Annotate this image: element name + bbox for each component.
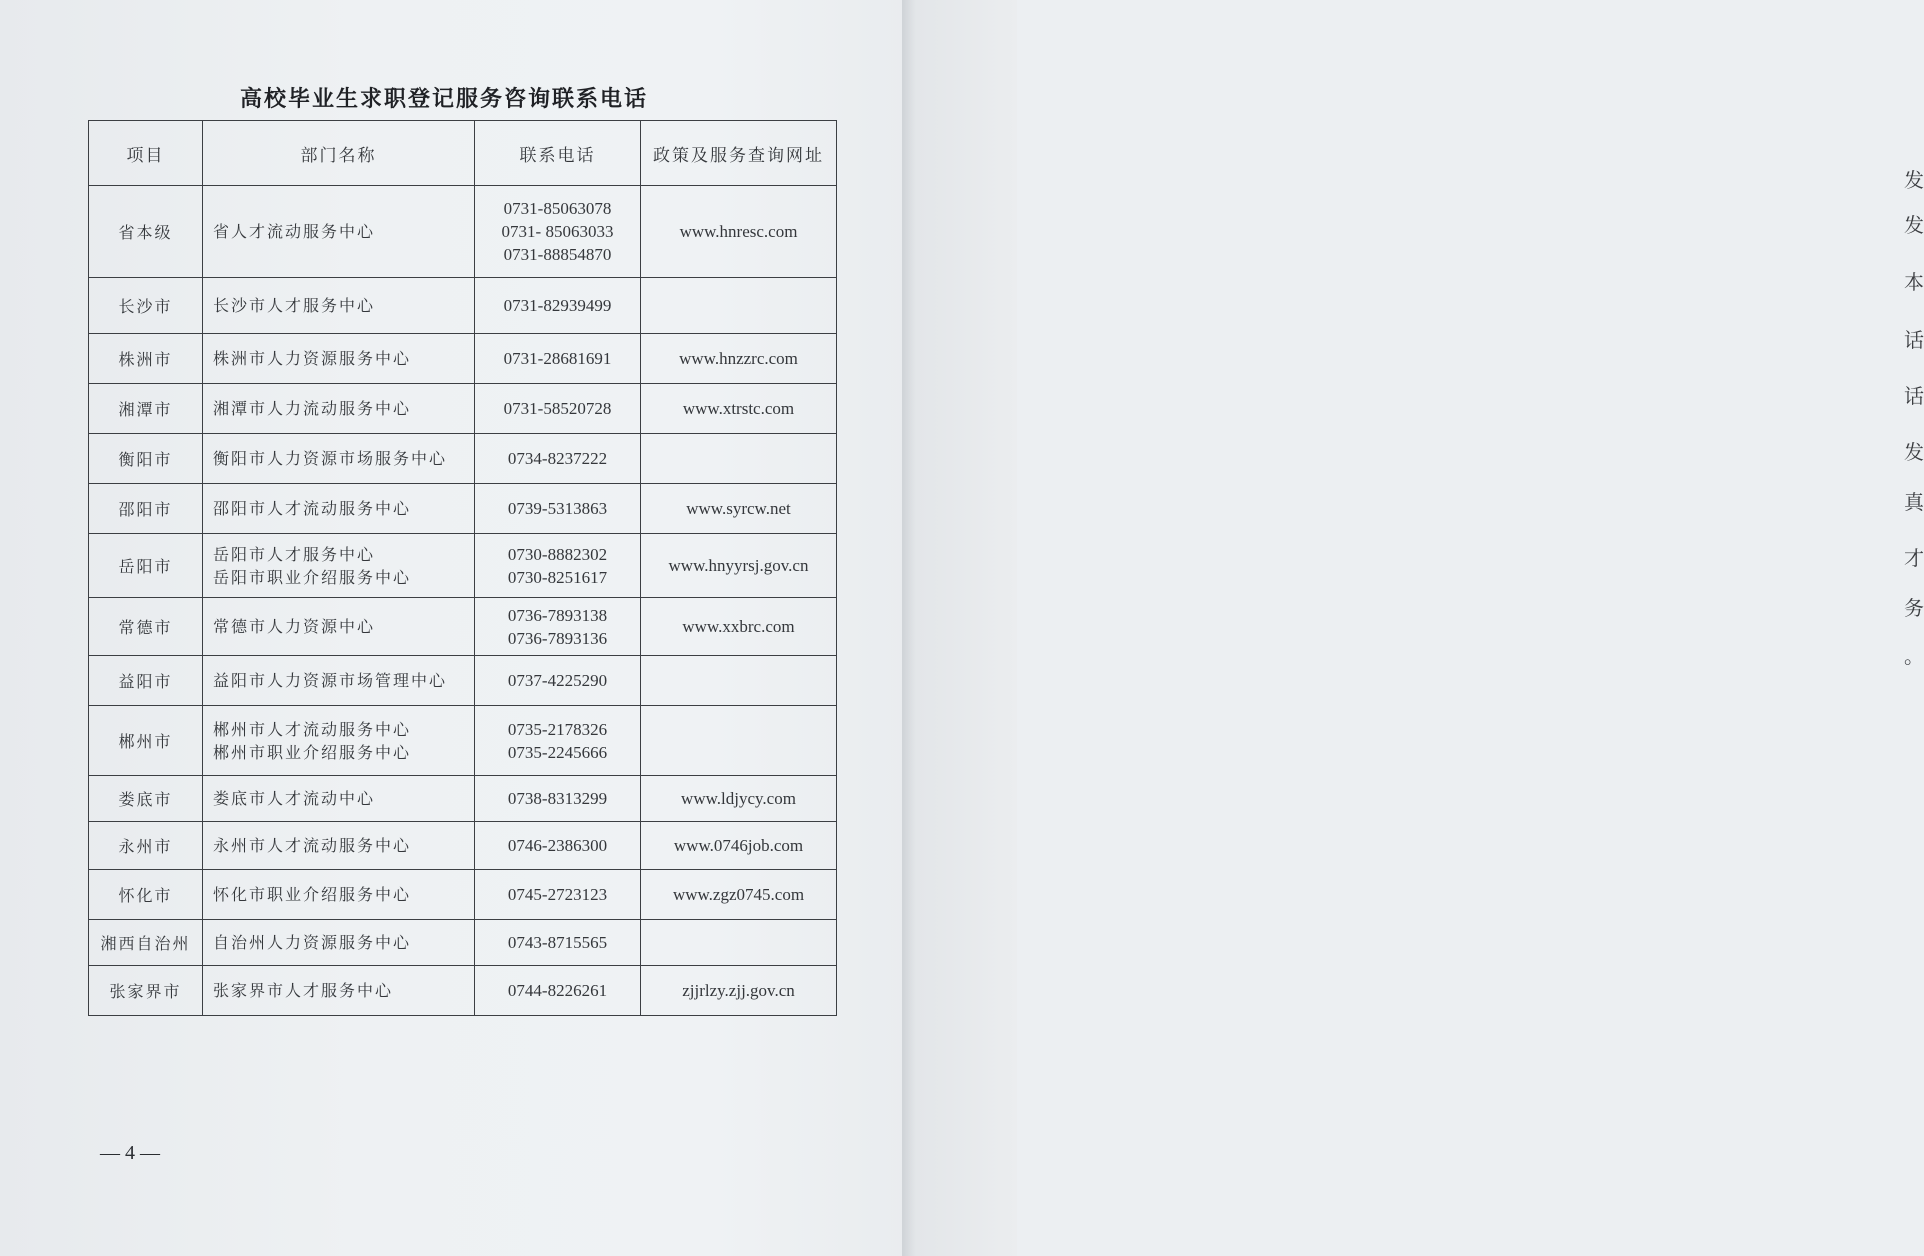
- cell-dept: [203, 484, 475, 534]
- cell-item: 益阳市: [89, 656, 203, 706]
- table-row: [89, 966, 837, 1016]
- cell-item: 永州市: [89, 822, 203, 870]
- table-header-row: [89, 121, 837, 186]
- header-phone: 联系电话: [475, 121, 641, 186]
- page-title: 高校毕业生求职登记服务咨询联系电话: [240, 86, 649, 112]
- cell-url: www.0746job.com: [641, 822, 837, 870]
- adjacent-glyph: 。: [1904, 644, 1924, 668]
- adjacent-glyph: 务: [1904, 596, 1924, 620]
- phone-number: 0731-88854870: [503, 245, 612, 264]
- contact-table: [88, 120, 837, 1016]
- table-row: [89, 920, 837, 966]
- cell-item: 湘潭市: [89, 384, 203, 434]
- cell-item: 怀化市: [89, 870, 203, 920]
- cell-item: 娄底市: [89, 776, 203, 822]
- adjacent-glyph: 才: [1904, 546, 1924, 570]
- cell-dept: [203, 776, 475, 822]
- dept-name: 长沙市人才服务中心: [213, 296, 376, 315]
- cell-item: 株洲市: [89, 334, 203, 384]
- cell-item: 长沙市: [89, 278, 203, 334]
- cell-item: 衡阳市: [89, 434, 203, 484]
- dept-name: 省人才流动服务中心: [213, 222, 376, 241]
- header-dept: 部门名称: [203, 121, 475, 186]
- cell-url: [641, 920, 837, 966]
- cell-dept: [203, 186, 475, 278]
- dept-name: 湘潭市人力流动服务中心: [213, 399, 412, 418]
- cell-url: [641, 656, 837, 706]
- cell-url: www.hnyyrsj.gov.cn: [641, 534, 837, 598]
- cell-phone: [475, 656, 641, 706]
- cell-phone: [475, 598, 641, 656]
- table-row: [89, 534, 837, 598]
- dept-name: 怀化市职业介绍服务中心: [213, 885, 412, 904]
- cell-url: [641, 706, 837, 776]
- adjacent-glyph: 本: [1904, 270, 1924, 294]
- phone-number: 0738-8313299: [507, 789, 608, 808]
- adjacent-glyph: 发: [1904, 213, 1924, 237]
- table-row: [89, 278, 837, 334]
- adjacent-glyph: 真: [1904, 490, 1924, 514]
- phone-number: 0734-8237222: [507, 449, 608, 468]
- phone-number: 0731- 85063033: [501, 222, 614, 241]
- table-row: [89, 706, 837, 776]
- table-row: [89, 186, 837, 278]
- phone-number: 0731-85063078: [503, 199, 612, 218]
- cell-phone: [475, 186, 641, 278]
- cell-dept: [203, 870, 475, 920]
- table-row: [89, 334, 837, 384]
- cell-item: 邵阳市: [89, 484, 203, 534]
- cell-phone: [475, 706, 641, 776]
- cell-phone: [475, 966, 641, 1016]
- dept-name: 常德市人力资源中心: [213, 617, 376, 636]
- cell-phone: [475, 776, 641, 822]
- dept-name: 益阳市人力资源市场管理中心: [213, 671, 448, 690]
- cell-phone: [475, 278, 641, 334]
- cell-phone: [475, 384, 641, 434]
- cell-dept: [203, 966, 475, 1016]
- table-row: [89, 484, 837, 534]
- cell-dept: [203, 598, 475, 656]
- cell-dept: [203, 656, 475, 706]
- phone-number: 0731-28681691: [503, 349, 612, 368]
- cell-dept: [203, 822, 475, 870]
- adjacent-glyph: 话: [1904, 384, 1924, 408]
- cell-dept: [203, 534, 475, 598]
- dept-name: 自治州人力资源服务中心: [213, 933, 412, 952]
- adjacent-glyph: 发: [1904, 440, 1924, 464]
- cell-dept: [203, 706, 475, 776]
- cell-phone: [475, 920, 641, 966]
- dept-name: 邵阳市人才流动服务中心: [213, 499, 412, 518]
- cell-dept: [203, 384, 475, 434]
- header-url: 政策及服务查询网址: [641, 121, 837, 186]
- cell-dept: [203, 278, 475, 334]
- page-number: — 4 —: [100, 1142, 160, 1164]
- header-item: 项目: [89, 121, 203, 186]
- cell-item: 湘西自治州: [89, 920, 203, 966]
- phone-number: 0735-2245666: [507, 742, 608, 762]
- phone-number: 0735-2178326: [507, 719, 608, 739]
- dept-name: 株洲市人力资源服务中心: [213, 349, 412, 368]
- dept-name: 衡阳市人力资源市场服务中心: [213, 449, 448, 468]
- cell-item: 张家界市: [89, 966, 203, 1016]
- cell-url: www.ldjycy.com: [641, 776, 837, 822]
- cell-phone: [475, 434, 641, 484]
- table-row: [89, 598, 837, 656]
- table-row: [89, 384, 837, 434]
- cell-item: 郴州市: [89, 706, 203, 776]
- dept-name: 永州市人才流动服务中心: [213, 836, 412, 855]
- phone-number: 0730-8882302: [507, 544, 608, 564]
- cell-phone: [475, 484, 641, 534]
- phone-number: 0739-5313863: [507, 499, 608, 518]
- cell-url: www.syrcw.net: [641, 484, 837, 534]
- phone-number: 0746-2386300: [507, 836, 608, 855]
- cell-url: www.zgz0745.com: [641, 870, 837, 920]
- cell-item: 常德市: [89, 598, 203, 656]
- phone-number: 0736-7893138: [507, 605, 608, 625]
- table-row: [89, 822, 837, 870]
- cell-dept: [203, 334, 475, 384]
- phone-number: 0737-4225290: [507, 671, 608, 690]
- cell-phone: [475, 822, 641, 870]
- adjacent-glyph: 发: [1904, 168, 1924, 192]
- dept-name: 岳阳市人才服务中心: [213, 544, 376, 564]
- cell-url: zjjrlzy.zjj.gov.cn: [641, 966, 837, 1016]
- table-row: [89, 656, 837, 706]
- phone-number: 0744-8226261: [507, 981, 608, 1000]
- cell-url: www.xxbrc.com: [641, 598, 837, 656]
- phone-number: 0736-7893136: [507, 628, 608, 648]
- dept-name: 娄底市人才流动中心: [213, 789, 376, 808]
- cell-url: www.hnzzrc.com: [641, 334, 837, 384]
- table-row: [89, 776, 837, 822]
- dept-name: 郴州市职业介绍服务中心: [213, 742, 412, 762]
- cell-phone: [475, 334, 641, 384]
- dept-name: 郴州市人才流动服务中心: [213, 719, 412, 739]
- dept-name: 岳阳市职业介绍服务中心: [213, 567, 412, 587]
- table-row: [89, 434, 837, 484]
- phone-number: 0731-58520728: [503, 399, 612, 418]
- cell-dept: [203, 920, 475, 966]
- table-body: [89, 186, 837, 1016]
- cell-item: 岳阳市: [89, 534, 203, 598]
- cell-url: www.hnresc.com: [641, 186, 837, 278]
- phone-number: 0730-8251617: [507, 567, 608, 587]
- cell-url: [641, 278, 837, 334]
- phone-number: 0731-82939499: [503, 296, 612, 315]
- cell-dept: [203, 434, 475, 484]
- adjacent-glyph: 话: [1904, 328, 1924, 352]
- cell-item: 省本级: [89, 186, 203, 278]
- table-row: [89, 870, 837, 920]
- cell-url: www.xtrstc.com: [641, 384, 837, 434]
- cell-url: [641, 434, 837, 484]
- cell-phone: [475, 870, 641, 920]
- cell-phone: [475, 534, 641, 598]
- phone-number: 0743-8715565: [507, 933, 608, 952]
- dept-name: 张家界市人才服务中心: [213, 981, 394, 1000]
- phone-number: 0745-2723123: [507, 885, 608, 904]
- adjacent-page-edge: [902, 0, 1924, 1256]
